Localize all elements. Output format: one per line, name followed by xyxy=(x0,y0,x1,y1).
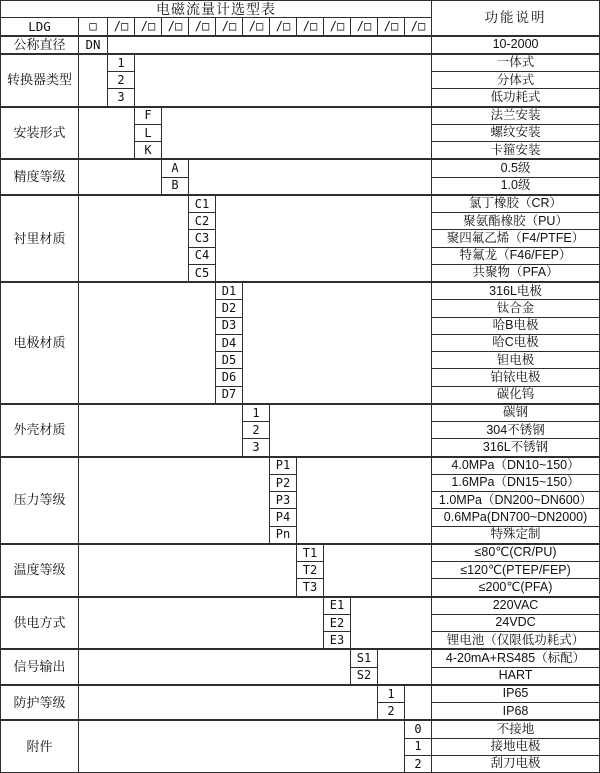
option-code: Pn xyxy=(270,526,297,544)
option-code: B xyxy=(162,177,189,195)
model-code-segment: /□ xyxy=(243,18,270,36)
option-code: D1 xyxy=(216,282,243,300)
option-description: 4-20mA+RS485（标配） xyxy=(432,649,600,667)
grid-filler xyxy=(79,404,243,457)
model-code-segment: /□ xyxy=(135,18,162,36)
option-code: A xyxy=(162,159,189,177)
grid-filler xyxy=(79,544,297,597)
option-description: IP65 xyxy=(432,685,600,703)
model-code-segment: /□ xyxy=(270,18,297,36)
option-description: 氯丁橡胶（CR） xyxy=(432,195,600,213)
grid-filler xyxy=(270,404,432,457)
option-description: 锂电池（仅限低功耗式） xyxy=(432,632,600,650)
grid-filler xyxy=(79,195,189,282)
option-code: D6 xyxy=(216,369,243,386)
option-code: C5 xyxy=(189,264,216,282)
option-description: 特氟龙（F46/FEP） xyxy=(432,247,600,264)
option-code: C4 xyxy=(189,247,216,264)
option-code: E1 xyxy=(324,597,351,615)
option-code: D3 xyxy=(216,317,243,334)
option-code: D5 xyxy=(216,352,243,369)
option-description: 碳钢 xyxy=(432,404,600,422)
option-code: C1 xyxy=(189,195,216,213)
option-description: 接地电极 xyxy=(432,738,600,755)
option-code: P2 xyxy=(270,474,297,491)
option-code: T2 xyxy=(297,562,324,579)
category-installation-type: 安装形式 xyxy=(1,107,79,160)
option-code: C3 xyxy=(189,230,216,247)
option-code: 1 xyxy=(405,738,432,755)
option-description: 分体式 xyxy=(432,72,600,89)
option-description: ≤120℃(PTEP/FEP) xyxy=(432,562,600,579)
option-description: 低功耗式 xyxy=(432,89,600,107)
model-code-prefix: LDG xyxy=(1,18,79,36)
option-code: L xyxy=(135,124,162,141)
option-description: 一体式 xyxy=(432,54,600,72)
category-housing-material: 外壳材质 xyxy=(1,404,79,457)
grid-filler xyxy=(79,649,351,685)
option-description: 聚氨酯橡胶（PU） xyxy=(432,213,600,230)
option-code: E2 xyxy=(324,614,351,631)
category-nominal-diameter: 公称直径 xyxy=(1,36,79,54)
category-converter-type: 转换器类型 xyxy=(1,54,79,107)
grid-filler xyxy=(79,159,162,195)
model-code-segment: /□ xyxy=(351,18,378,36)
option-description: 聚四氟乙烯（F4/PTFE） xyxy=(432,230,600,247)
model-code-segment: /□ xyxy=(324,18,351,36)
function-column-header: 功能说明 xyxy=(432,1,600,36)
grid-filler xyxy=(79,685,378,721)
category-electrode-material: 电极材质 xyxy=(1,282,79,404)
grid-filler xyxy=(324,544,432,597)
option-code: S1 xyxy=(351,649,378,667)
option-code: S2 xyxy=(351,667,378,685)
option-description: 哈C电极 xyxy=(432,334,600,351)
grid-filler xyxy=(162,107,432,160)
option-description: 碳化钨 xyxy=(432,386,600,404)
grid-filler xyxy=(79,282,216,404)
model-code-segment: /□ xyxy=(189,18,216,36)
grid-filler xyxy=(189,159,432,195)
category-accessories: 附件 xyxy=(1,720,79,772)
grid-filler xyxy=(243,282,432,404)
option-description: 哈B电极 xyxy=(432,317,600,334)
option-description: 钛合金 xyxy=(432,300,600,317)
grid-filler xyxy=(297,457,432,544)
option-code: DN xyxy=(79,36,108,54)
model-code-segment: /□ xyxy=(378,18,405,36)
option-description: 10-2000 xyxy=(432,36,600,54)
grid-filler xyxy=(79,54,108,107)
option-code: 2 xyxy=(243,422,270,439)
option-description: 0.5级 xyxy=(432,159,600,177)
option-code: 1 xyxy=(108,54,135,72)
option-code: F xyxy=(135,107,162,125)
option-code: E3 xyxy=(324,632,351,650)
option-description: 螺纹安装 xyxy=(432,124,600,141)
option-code: T1 xyxy=(297,544,324,562)
option-description: 304不锈钢 xyxy=(432,422,600,439)
option-description: 0.6MPa(DN700~DN2000) xyxy=(432,509,600,526)
option-code: P3 xyxy=(270,492,297,509)
option-description: 共聚物（PFA） xyxy=(432,264,600,282)
category-protection-rating: 防护等级 xyxy=(1,685,79,721)
option-code: D2 xyxy=(216,300,243,317)
grid-filler xyxy=(216,195,432,282)
model-code-segment: /□ xyxy=(405,18,432,36)
option-code: T3 xyxy=(297,579,324,597)
model-code-segment: /□ xyxy=(297,18,324,36)
category-power-supply: 供电方式 xyxy=(1,597,79,650)
option-code: 2 xyxy=(378,703,405,721)
option-description: 1.6MPa（DN15~150） xyxy=(432,474,600,491)
grid-filler xyxy=(378,649,432,685)
option-code: 3 xyxy=(108,89,135,107)
category-signal-output: 信号输出 xyxy=(1,649,79,685)
option-code: K xyxy=(135,142,162,160)
option-description: 法兰安装 xyxy=(432,107,600,125)
model-code-segment: /□ xyxy=(162,18,189,36)
category-accuracy-class: 精度等级 xyxy=(1,159,79,195)
category-temperature-rating: 温度等级 xyxy=(1,544,79,597)
model-code-segment: /□ xyxy=(108,18,135,36)
option-description: 316L电极 xyxy=(432,282,600,300)
grid-filler xyxy=(79,597,324,650)
option-description: 4.0MPa（DN10~150） xyxy=(432,457,600,475)
grid-filler xyxy=(79,107,135,160)
option-code: 1 xyxy=(378,685,405,703)
grid-filler xyxy=(79,720,405,772)
option-code: P1 xyxy=(270,457,297,475)
option-code: 2 xyxy=(405,755,432,772)
option-code: 3 xyxy=(243,439,270,457)
option-code: 0 xyxy=(405,720,432,738)
option-code: P4 xyxy=(270,509,297,526)
option-description: 刮刀电极 xyxy=(432,755,600,772)
option-code: 2 xyxy=(108,72,135,89)
option-code: C2 xyxy=(189,213,216,230)
model-code-segment: /□ xyxy=(216,18,243,36)
option-description: HART xyxy=(432,667,600,685)
option-description: 24VDC xyxy=(432,614,600,631)
table-title: 电磁流量计选型表 xyxy=(1,1,432,18)
option-description: 卡箍安装 xyxy=(432,142,600,160)
grid-filler xyxy=(351,597,432,650)
option-description: IP68 xyxy=(432,703,600,721)
option-description: 不接地 xyxy=(432,720,600,738)
option-description: 316L不锈钢 xyxy=(432,439,600,457)
model-code-box: □ xyxy=(79,18,108,36)
option-description: 220VAC xyxy=(432,597,600,615)
option-code: 1 xyxy=(243,404,270,422)
option-code: D4 xyxy=(216,334,243,351)
option-description: 1.0MPa（DN200~DN600） xyxy=(432,492,600,509)
grid-filler xyxy=(135,54,432,107)
grid-filler xyxy=(405,685,432,721)
grid-filler xyxy=(108,36,432,54)
option-description: 钽电极 xyxy=(432,352,600,369)
option-code: D7 xyxy=(216,386,243,404)
option-description: ≤80℃(CR/PU) xyxy=(432,544,600,562)
option-description: 1.0级 xyxy=(432,177,600,195)
grid-filler xyxy=(79,457,270,544)
option-description: 特殊定制 xyxy=(432,526,600,544)
category-liner-material: 衬里材质 xyxy=(1,195,79,282)
option-description: 铂铱电极 xyxy=(432,369,600,386)
option-description: ≤200℃(PFA) xyxy=(432,579,600,597)
category-pressure-rating: 压力等级 xyxy=(1,457,79,544)
